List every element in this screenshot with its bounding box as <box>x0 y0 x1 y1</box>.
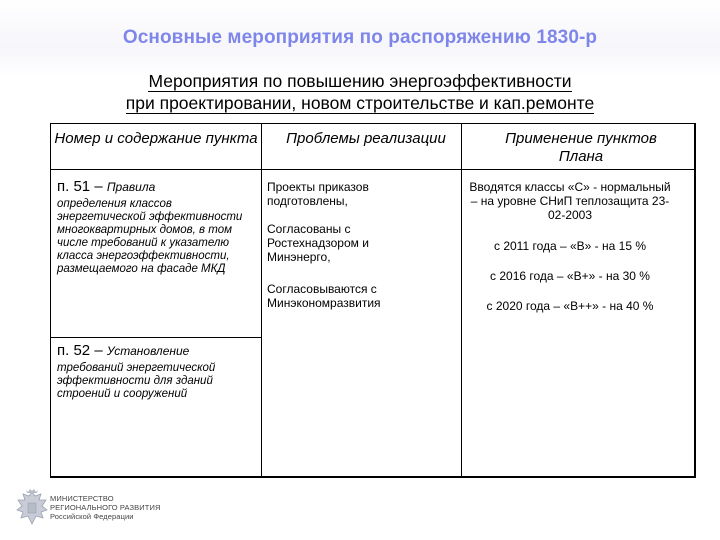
ministry-logo-text <box>50 494 160 521</box>
problem-2: Согласованы с Ростехнадзором и Минэнерго, <box>267 222 369 264</box>
column-header-number: Номер и содержание пункта <box>54 130 258 147</box>
application-1: Вводятся классы «С» - нормальный – на уровне СНиП теплозащита 23-02-2003 <box>469 180 671 222</box>
item-52 <box>57 344 255 401</box>
measures-table <box>50 123 696 478</box>
problem-3: Согласовываются с Минэкономразвития <box>267 282 381 310</box>
slide-title: Основные мероприятия по распоряжению 1830-р <box>122 27 598 48</box>
subtitle-line-2: при проектировании, новом строительстве и кап.ремонте <box>125 93 595 113</box>
coat-of-arms-icon <box>14 488 50 530</box>
application-4: с 2020 года – «В++» - на 40 % <box>486 299 654 313</box>
slide-subtitle <box>60 70 660 114</box>
subtitle-line-1: Мероприятия по повышению энергоэффективности <box>148 71 572 91</box>
column-divider-2 <box>461 124 462 476</box>
item-51 <box>57 180 255 276</box>
header-row-divider <box>51 169 694 170</box>
column-divider-1 <box>261 124 262 476</box>
application-2: с 2011 года – «В» - на 15 % <box>493 239 646 253</box>
item-52-number: п. 52 <box>57 342 91 359</box>
column-header-application: Применение пунктов Плана <box>505 130 657 165</box>
item-52-lead: Установление <box>106 344 190 358</box>
item-52-dash: – <box>90 342 107 359</box>
item-51-number: п. 51 <box>57 178 91 195</box>
item-divider <box>51 337 261 338</box>
logo-line-3: Российской Федерации <box>50 512 134 521</box>
item-52-text: требований энергетической эффективности для зданий строений и сооружений <box>57 362 216 400</box>
logo-line-1: МИНИСТЕРСТВО <box>50 494 114 503</box>
item-51-dash: – <box>90 178 107 195</box>
item-51-text: определения классов энергетической эффективности многоквартирных домов, в том числе требований к указателю класса энергоэффективности, размещаемого на фасаде МКД <box>57 198 243 275</box>
item-51-lead: Правила <box>106 180 156 194</box>
problem-1: Проекты приказов подготовлены, <box>267 180 369 208</box>
application-3: с 2016 года – «В+» - на 30 % <box>490 269 650 283</box>
logo-line-2: РЕГИОНАЛЬНОГО РАЗВИТИЯ <box>50 503 161 512</box>
column-header-problems: Проблемы реализации <box>286 130 446 147</box>
